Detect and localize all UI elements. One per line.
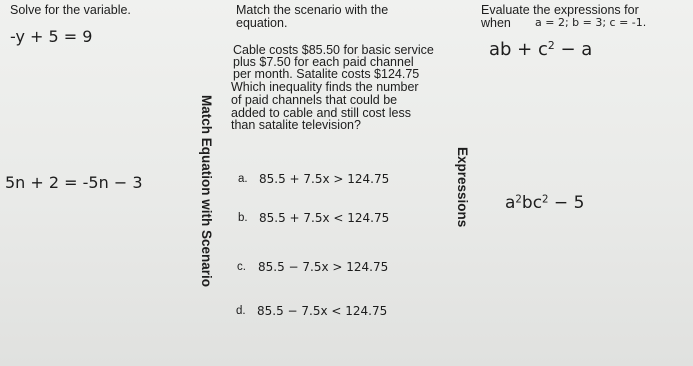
evaluate-heading: Evaluate the expressions for — [481, 3, 639, 17]
option-expression: 85.5 + 7.5x > 124.75 — [259, 172, 390, 186]
expression-1-base: ab + c — [489, 39, 548, 60]
option-letter: c. — [237, 261, 246, 273]
expression-2-tail: − 5 — [548, 193, 585, 213]
variable-values: a = 2; b = 3; c = -1. — [535, 16, 647, 29]
when-label: when — [481, 16, 511, 30]
expression-2 — [505, 193, 584, 213]
match-heading-line2: equation. — [236, 16, 288, 30]
scenario-line: per month. Satalite costs $124.75 — [233, 67, 420, 81]
option-expression: 85.5 + 7.5x < 124.75 — [259, 211, 390, 225]
scenario-line: plus $7.50 for each paid channel — [233, 55, 414, 69]
expression-2-a: a — [505, 193, 516, 213]
equation-2: 5n + 2 = -5n − 3 — [5, 173, 143, 192]
match-side-label: Match Equation with Scenario — [199, 95, 214, 288]
expression-2-a-exponent: 2 — [515, 194, 522, 206]
scenario-line: Cable costs $85.50 for basic service — [233, 43, 434, 57]
option-letter: b. — [238, 212, 248, 224]
solve-heading: Solve for the variable. — [10, 3, 131, 17]
scenario-line: of paid channels that could be — [231, 93, 398, 107]
scenario-line: added to cable and still cost less — [231, 106, 411, 120]
expressions-side-label: Expressions — [455, 147, 470, 228]
option-letter: d. — [236, 305, 246, 317]
scenario-line: than satalite television? — [231, 118, 361, 132]
expression-1 — [489, 39, 592, 60]
option-letter: a. — [238, 173, 248, 185]
scenario-line: Which inequality finds the number — [231, 80, 419, 94]
expression-2-bc: bc — [521, 193, 543, 213]
expression-1-tail: − a — [554, 39, 593, 60]
equation-1: -y + 5 = 9 — [10, 27, 93, 46]
expression-1-exponent: 2 — [547, 39, 555, 53]
match-heading-line1: Match the scenario with the — [236, 3, 389, 17]
option-expression: 85.5 − 7.5x < 124.75 — [257, 304, 388, 318]
option-expression: 85.5 − 7.5x > 124.75 — [258, 260, 389, 274]
expression-2-c-exponent: 2 — [542, 194, 549, 206]
